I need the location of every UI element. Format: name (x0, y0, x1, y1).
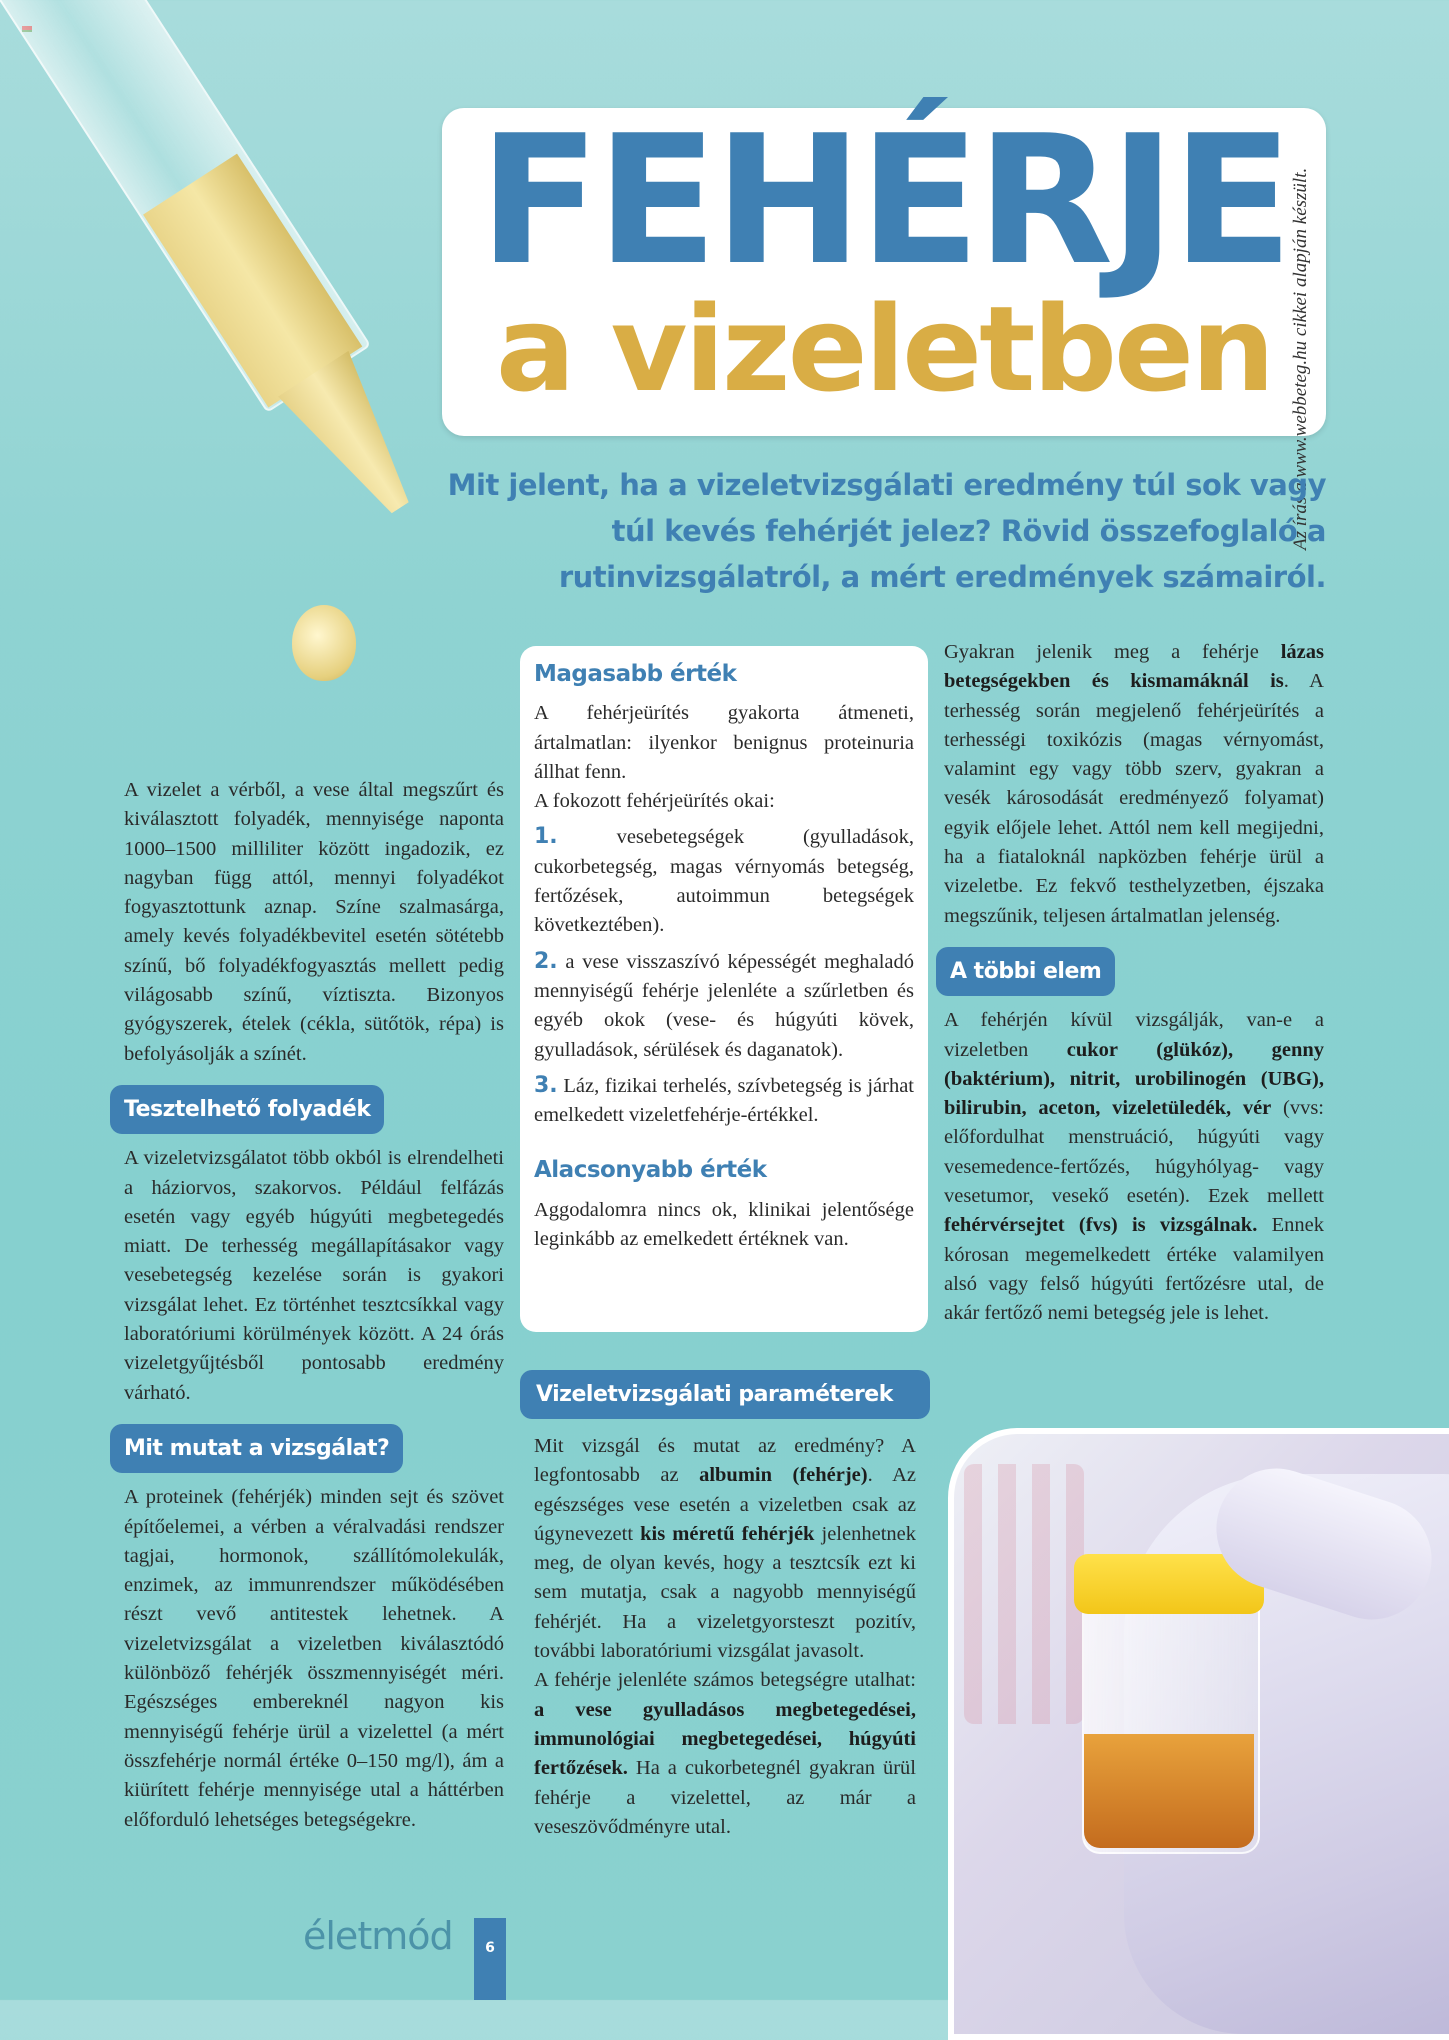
params-text (534, 1432, 916, 1842)
column-left (124, 776, 504, 1835)
intro-paragraph: A vizelet a vérből, a vese által megszűrt és kiválasztott folyadék, mennyisége naponta 1000–1500 milliliter között ingadozik, ez nagyban függ attól, mennyi folyadékot fogyasztottunk aznap. Színe szalmasárga, amely kevés folyadékbevitel esetén sötétebb színű, bő folyadékfogyasztás mellett pedig világosabb színű, víztiszta. Bizonyos gyógyszerek, ételek (cékla, sütőtök, répa) is befolyásolják a színét. (124, 779, 504, 1065)
bold-run: albumin (fehérje) (699, 1464, 868, 1487)
params-p2 (534, 1666, 916, 1842)
page-number: 6 (474, 1918, 506, 2000)
heading-lower: Alacsonyabb érték (534, 1157, 767, 1184)
lead-text: Mit jelent, ha a vizeletvizsgálati eredmény túl sok vagy túl kevés fehérjét jelez? Rövid összefoglaló a rutinvizsgálatról, a mért eredmények számairól. (447, 468, 1326, 594)
text-run: . Az egészséges vese esetén a vizeletben csak az úgynevezett (534, 1464, 916, 1545)
column-right (944, 638, 1324, 1329)
page-subtitle: a vizeletben (495, 280, 1273, 418)
cup-liquid (1084, 1734, 1254, 1848)
text-run: A fehérjén kívül vizsgálják, van-e a vizeletben (944, 1009, 1324, 1061)
bold-run: cukor (glükóz), genny (baktérium), nitrit, urobilinogén (UBG), bilirubin, aceton, vizeletüledék, vér (944, 1038, 1325, 1120)
values-box (520, 646, 928, 1332)
cause-text: Láz, fizikai terhelés, szívbetegség is járhat emelkedett vizeletfehérje-értékkel. (534, 1074, 915, 1127)
text-run: Gyakran jelenik meg a fehérje (944, 641, 1281, 663)
heading-higher: Magasabb érték (534, 661, 737, 687)
test-tubes (964, 1464, 1084, 1724)
cause-item (534, 822, 914, 940)
heading-other: A többi elem (936, 947, 1115, 996)
params-heading-wrap (520, 1370, 930, 1419)
col3-p1 (944, 638, 1324, 931)
text-run: Ha a cukorbetegnél gyakran ürül fehérje a vizelettel, az már a veseszövődményre utal. (534, 1757, 916, 1838)
magazine-brand: életmód (303, 1914, 453, 1958)
cause-number: 1. (534, 824, 558, 850)
urine-sample-photo (948, 1428, 1449, 2040)
testable-paragraph: A vizeletvizsgálatot több okból is elrendelheti a háziorvos, szakorvos. Például felfázás esetén vagy egyéb húgyúti megbetegedés miatt. De terhesség megállapításakor vagy vesebetegség kezelése során is gyakori vizsgálat lehet. Ez történhet tesztcsíkkal vagy laboratóriumi körülmények között. A 24 órás vizeletgyűjtésből pontosabb eredmény várható. (124, 1147, 504, 1404)
heading-shows: Mit mutat a vizsgálat? (110, 1424, 403, 1473)
page-title: FEHÉRJE (478, 97, 1290, 304)
shows-paragraph: A proteinek (fehérjék) minden sejt és szövet építőelemei, a vérben a véralvadási rendszer tagjai, hormonok, szállítómolekulák, enzimek, az immunrendszer működésében részt vevő antitestek lehetnek. A vizeletvizsgálat a vizeletben kiválasztódó különböző fehérjék összmennyiségét méri. Egészséges embereknél nagyon kis mennyiségű fehérje ürül a vizelettel (a mért összfehérje normál értéke 0–150 mg/l), ám a kiürített fehérje mennyisége utal a háttérben előforduló lehetséges betegségekre. (124, 1486, 504, 1831)
lower-paragraph: Aggodalomra nincs ok, klinikai jelentősége leginkább az emelkedett értéknek van. (534, 1198, 914, 1251)
text-run: jelenhetnek meg, de olyan kevés, hogy a tesztcsík ezt ki sem mutatja, csak a nagyobb mennyiségű fehérjét. Ha a vizeletgyorsteszt pozitív, további laboratóriumi vizsgálat javasolt. (534, 1522, 916, 1663)
higher-p1: A fehérjeürítés gyakorta átmeneti, ártalmatlan: ilyenkor benignus proteinuria állhat fenn. (534, 702, 914, 783)
bold-run: kis méretű fehérjék (640, 1522, 815, 1545)
heading-params: Vizeletvizsgálati paraméterek (520, 1370, 930, 1419)
text-run: . A terhesség során megjelenő fehérjeürítés a terhességi toxikózis (magas vérnyomást, valamint egy vagy több szerv, gyakran a vesék károsodását eredményező folyamat) egyik előjele lehet. Attól nem kell megijedni, ha a fiataloknál napközben fehérje ürül a vizeletbe. Ez fekvő testhelyzetben, éjszaka megszűnik, teljesen ártalmatlan jelenség. (944, 670, 1324, 927)
bold-run: fehérvérsejtet (fvs) is vizsgálnak. (944, 1214, 1258, 1237)
cause-number: 3. (534, 1072, 558, 1098)
cause-text: vesebetegségek (gyulladások, cukorbetegség, magas vérnyomás betegség, fertőzések, autoimmun betegségek következtében). (534, 826, 914, 937)
text-run: A fehérje jelenléte számos betegségre utalhat: (534, 1669, 916, 1692)
source-note: Az írás a www.webbeteg.hu cikkei alapján készült. (1290, 167, 1311, 550)
cause-item (534, 1071, 914, 1131)
higher-p2: A fokozott fehérjeürítés okai: (534, 790, 775, 813)
text-run: (vvs: előfordulhat menstruáció, húgyúti vagy vesemedence-fertőzés, húgyhólyag- vagy vesetumor, vesekő esetén). Ezek mellett (944, 1097, 1324, 1208)
cause-text: a vese visszaszívó képességét meghaladó mennyiségű fehérje jelenléte a szűrletben és egyéb okok (vese- és húgyúti kövek, gyulladások, sérülések és daganatok). (534, 950, 915, 1061)
text-run: Ennek kórosan megemelkedett értéke valamilyen alsó vagy felső húgyúti fertőzésre utal, de akár fertőző nemi betegség jele is lehet. (944, 1214, 1325, 1325)
params-p1 (534, 1432, 916, 1666)
sample-cup (1074, 1554, 1264, 1854)
heading-testable: Tesztelhető folyadék (110, 1085, 384, 1134)
cause-number: 2. (534, 948, 558, 974)
urine-drop (292, 605, 356, 681)
text-run: Mit vizsgál és mutat az eredmény? A legfontosabb az (534, 1435, 916, 1487)
bold-run: lázas betegségekben és kismamáknál is (944, 641, 1324, 693)
bold-run: a vese gyulladásos megbetegedései, immunológiai megbetegedései, húgyúti fertőzések. (534, 1698, 916, 1780)
cause-item (534, 947, 914, 1065)
col3-p2 (944, 1006, 1324, 1328)
